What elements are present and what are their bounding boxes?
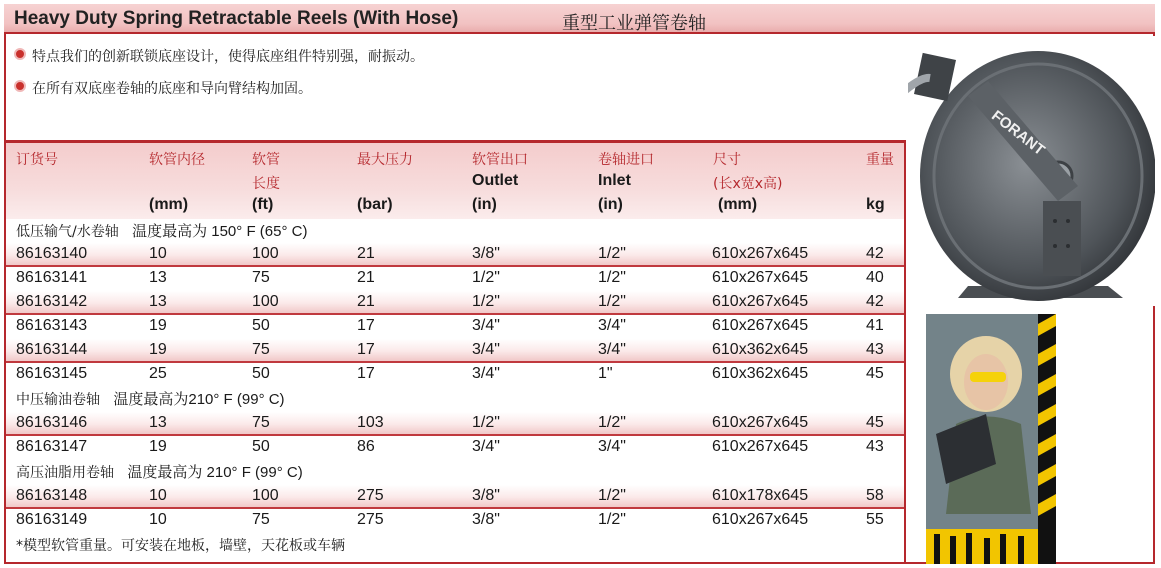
cell-max-pressure: 17 [357,341,375,358]
cell-hose-id: 10 [149,511,167,528]
cell-order-no: 86163145 [16,365,88,382]
header-unit-in-inlet: (in) [598,196,623,213]
table-row [6,436,904,460]
table-row [6,339,904,363]
worker-photo [926,314,1056,564]
footnote: *模型软管重量。可安装在地板，墙壁，天花板或车辆 [16,538,345,554]
cell-outlet: 1/2" [472,414,500,431]
cell-order-no: 86163147 [16,438,88,455]
section-note: 温度最高为 150° F (65° C) [132,223,308,240]
header-max-pressure: 最大压力 [357,152,413,168]
cell-hose-length: 50 [252,317,270,334]
bullet-icon [14,80,26,92]
section-low-pressure [16,220,307,241]
cell-weight: 45 [866,414,884,431]
cell-weight: 55 [866,511,884,528]
cell-hose-length: 75 [252,269,270,286]
table-row [6,363,904,387]
cell-max-pressure: 86 [357,438,375,455]
header-unit-ft: (ft) [252,196,274,213]
header-unit-in-outlet: (in) [472,196,497,213]
header-unit-bar: (bar) [357,196,393,213]
cell-max-pressure: 21 [357,269,375,286]
cell-hose-length: 75 [252,414,270,431]
section-title: 低压输气/水卷轴 [16,224,119,240]
table-row [6,315,904,339]
header-dimensions-2: (长x宽x高) [713,176,783,192]
cell-weight: 45 [866,365,884,382]
cell-order-no: 86163149 [16,511,88,528]
cell-hose-length: 100 [252,293,279,310]
cell-dimensions: 610x178x645 [712,487,809,504]
header-inlet-en: Inlet [598,172,631,189]
bullet-icon [14,48,26,60]
title-english: Heavy Duty Spring Retractable Reels (With Hose) [14,8,459,29]
cell-dimensions: 610x267x645 [712,511,809,528]
cell-dimensions: 610x267x645 [712,414,809,431]
header-inlet: 卷轴进口 [598,152,654,168]
header-hose-length-2: 长度 [252,176,280,192]
cell-hose-length: 100 [252,487,279,504]
bullet-text: 特点我们的创新联锁底座设计，使得底座组件特别强，耐振动。 [32,49,424,65]
section-note: 温度最高为210° F (99° C) [113,391,285,408]
header-outlet-en: Outlet [472,172,519,189]
cell-order-no: 86163142 [16,293,88,310]
cell-order-no: 86163140 [16,245,88,262]
section-note: 温度最高为 210° F (99° C) [127,464,303,481]
table-row [6,485,904,509]
reel-brand-logo: FORANT [988,107,1048,160]
feature-bullet-2 [14,78,312,98]
section-medium-pressure [16,388,285,409]
cell-dimensions: 610x267x645 [712,245,809,262]
cell-hose-length: 50 [252,438,270,455]
cell-outlet: 3/8" [472,511,500,528]
cell-max-pressure: 275 [357,511,384,528]
cell-max-pressure: 17 [357,365,375,382]
cell-weight: 42 [866,293,884,310]
cell-inlet: 1" [598,365,613,382]
cell-max-pressure: 17 [357,317,375,334]
cell-weight: 42 [866,245,884,262]
cell-order-no: 86163144 [16,341,88,358]
header-unit-mm-dim: (mm) [718,196,758,213]
cell-inlet: 3/4" [598,317,626,334]
table-row [6,509,904,533]
title-chinese: 重型工业弹管卷轴 [562,13,706,34]
cell-outlet: 3/4" [472,438,500,455]
table-row [6,291,904,315]
cell-inlet: 3/4" [598,438,626,455]
header-dimensions: 尺寸 [713,152,741,168]
header-hose-length: 软管 [252,152,280,168]
worker-photo-illustration [926,314,1056,564]
title-bar [4,4,1155,34]
table-row [6,243,904,267]
cell-dimensions: 610x267x645 [712,438,809,455]
cell-outlet: 3/8" [472,245,500,262]
cell-weight: 43 [866,438,884,455]
cell-dimensions: 610x362x645 [712,365,809,382]
header-unit-mm: (mm) [149,196,189,213]
cell-max-pressure: 21 [357,293,375,310]
cell-hose-id: 13 [149,269,167,286]
cell-hose-id: 19 [149,317,167,334]
cell-max-pressure: 21 [357,245,375,262]
cell-weight: 58 [866,487,884,504]
feature-bullet-1 [14,46,424,66]
cell-order-no: 86163146 [16,414,88,431]
cell-outlet: 1/2" [472,269,500,286]
cell-hose-id: 19 [149,341,167,358]
cell-hose-length: 75 [252,511,270,528]
table-row [6,412,904,436]
bullet-text: 在所有双底座卷轴的底座和导向臂结构加固。 [32,81,312,97]
cell-weight: 41 [866,317,884,334]
section-high-pressure [16,461,303,482]
section-title: 高压油脂用卷轴 [16,465,114,481]
header-unit-kg: kg [866,196,885,213]
cell-outlet: 3/4" [472,341,500,358]
cell-inlet: 1/2" [598,487,626,504]
cell-outlet: 1/2" [472,293,500,310]
cell-order-no: 86163143 [16,317,88,334]
header-order-no: 订货号 [16,152,58,168]
cell-max-pressure: 275 [357,487,384,504]
cell-dimensions: 610x267x645 [712,269,809,286]
cell-hose-id: 13 [149,414,167,431]
header-outlet: 软管出口 [472,152,528,168]
section-title: 中压输油卷轴 [16,392,100,408]
cell-order-no: 86163141 [16,269,88,286]
cell-hose-id: 25 [149,365,167,382]
hose-reel-illustration [908,36,1155,306]
cell-inlet: 1/2" [598,414,626,431]
cell-hose-id: 10 [149,487,167,504]
cell-hose-id: 19 [149,438,167,455]
cell-hose-length: 75 [252,341,270,358]
cell-order-no: 86163148 [16,487,88,504]
cell-weight: 43 [866,341,884,358]
cell-max-pressure: 103 [357,414,384,431]
table-row [6,267,904,291]
cell-inlet: 1/2" [598,293,626,310]
reel-image [908,36,1155,306]
cell-dimensions: 610x267x645 [712,293,809,310]
cell-dimensions: 610x267x645 [712,317,809,334]
cell-inlet: 1/2" [598,511,626,528]
cell-weight: 40 [866,269,884,286]
cell-outlet: 3/8" [472,487,500,504]
spec-table [4,140,906,564]
cell-inlet: 1/2" [598,245,626,262]
header-weight: 重量 [866,152,894,168]
cell-hose-length: 50 [252,365,270,382]
cell-inlet: 1/2" [598,269,626,286]
cell-outlet: 3/4" [472,317,500,334]
cell-hose-length: 100 [252,245,279,262]
cell-inlet: 3/4" [598,341,626,358]
cell-hose-id: 13 [149,293,167,310]
header-hose-id: 软管内径 [149,152,205,168]
cell-outlet: 3/4" [472,365,500,382]
cell-hose-id: 10 [149,245,167,262]
cell-dimensions: 610x362x645 [712,341,809,358]
